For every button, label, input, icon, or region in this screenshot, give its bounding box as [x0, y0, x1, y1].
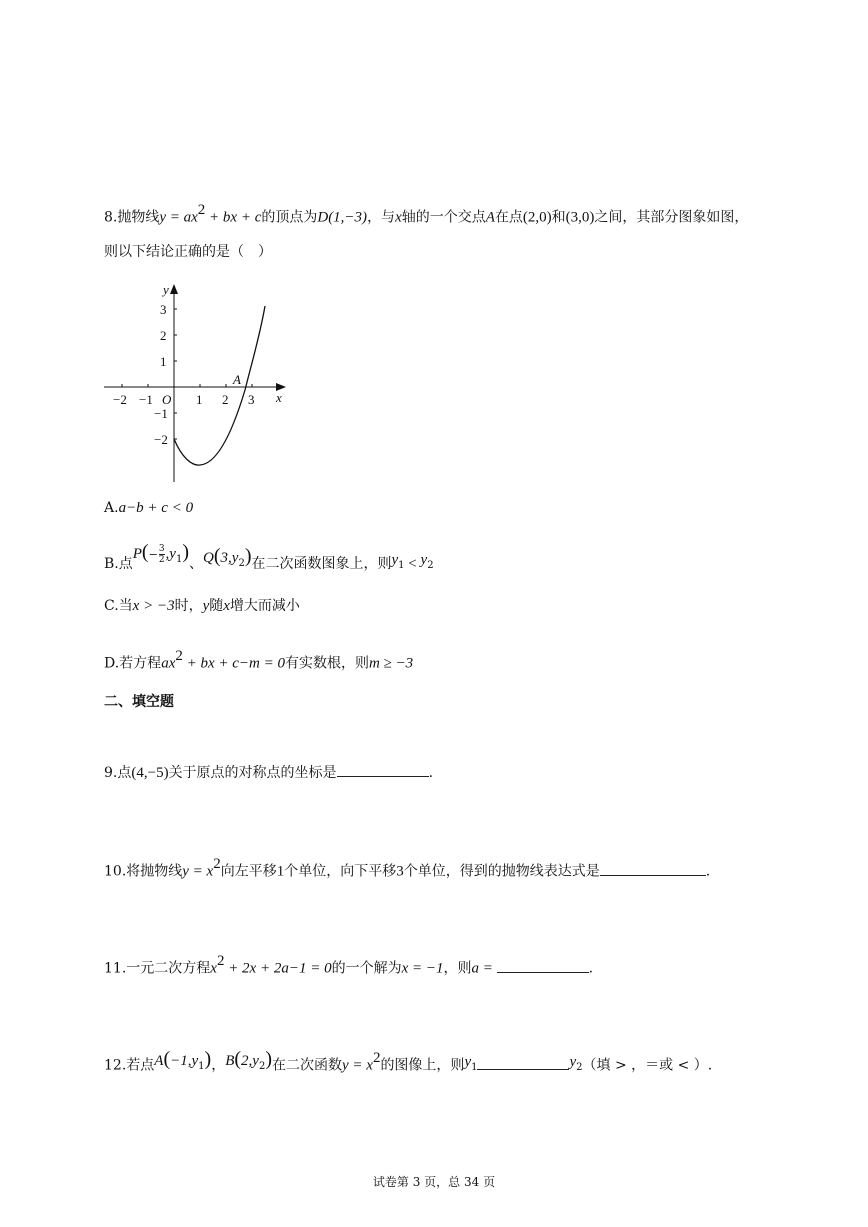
exponent: 2 [372, 1050, 381, 1066]
q8-option-d [104, 648, 413, 674]
option-expression: a−b + c < 0 [118, 500, 194, 516]
q12-text: 的图像上，则 [380, 1057, 465, 1074]
answer-blank[interactable] [477, 1055, 569, 1070]
var-x: x [223, 598, 230, 614]
x-tick-label: 2 [222, 392, 229, 407]
point-a: A [154, 1052, 164, 1069]
q10-text: 个单位，向下平移 [284, 863, 397, 880]
subscript: 2 [427, 559, 434, 571]
y-tick-label: 2 [160, 328, 167, 343]
separator: ， [211, 1057, 226, 1074]
q8-stem-line1 [104, 202, 748, 228]
option-letter: C.当 [104, 598, 133, 614]
q12-equation: y = x [342, 1057, 373, 1074]
var-y: y [464, 1053, 472, 1070]
q8-equation: y = ax [159, 209, 198, 226]
option-letter: D.若方程 [104, 655, 162, 672]
option-text: 增大而减小 [229, 598, 300, 614]
numerator: 3 [158, 543, 165, 554]
point-q: Q [203, 550, 214, 566]
paren: ( [163, 1047, 171, 1070]
q11-solution: x = −1 [401, 960, 444, 977]
paren: ( [234, 1047, 242, 1070]
q8-text: 轴的一个交点 [401, 209, 486, 226]
q12 [104, 1047, 713, 1081]
exponent: 2 [213, 856, 221, 872]
relation: < [404, 556, 421, 572]
var-y: y [202, 598, 210, 614]
point-a-label: A [233, 372, 241, 387]
q8-text: 的顶点为 [261, 209, 318, 226]
q9 [104, 762, 433, 783]
subscript: 2 [576, 1061, 583, 1073]
page-footer: 试卷第 3 页，总 34 页 [372, 1175, 496, 1189]
q8-var: x [395, 209, 402, 226]
section-heading: 二、填空题 [104, 694, 174, 710]
q11-text: ，则 [443, 960, 472, 977]
option-expression: m ≥ −3 [369, 655, 414, 672]
option-text: 有实数根，则 [285, 655, 369, 672]
q10-number: 10.将抛物线 [104, 863, 183, 880]
q10-number-value: 1 [276, 863, 285, 880]
option-text: 时， [174, 598, 203, 614]
coord: ,y [165, 546, 176, 562]
q12-text: 在二次函数 [272, 1057, 342, 1074]
y-axis-arrow [170, 284, 178, 294]
q12-number: 12.若点 [104, 1057, 155, 1074]
subscript: 2 [238, 557, 245, 569]
q10 [104, 856, 710, 882]
q8-point: (3,0) [565, 209, 595, 226]
q8-point: (2,0) [522, 209, 552, 226]
x-tick-label: −2 [113, 392, 127, 407]
q11-var: a = [471, 960, 497, 977]
paren: ) [244, 545, 252, 567]
answer-blank[interactable] [497, 958, 589, 973]
q10-equation: y = x [182, 863, 214, 880]
q11 [104, 953, 593, 979]
q8-var: A [485, 209, 495, 226]
coord: 3,y [220, 550, 239, 566]
q11-equation: + 2x + 2a−1 = 0 [224, 960, 332, 977]
option-text: 在二次函数图象上，则 [251, 556, 392, 572]
subscript: 1 [198, 1060, 205, 1072]
period: . [428, 765, 434, 781]
fraction [159, 544, 165, 565]
parabola-graph [100, 280, 300, 490]
q8-stem-line2: 则以下结论正确的是（ ） [104, 244, 272, 260]
q8-option-b [104, 541, 434, 580]
period: . [588, 960, 594, 977]
q8-vertex: D(1,−3) [317, 209, 368, 226]
subscript: 1 [471, 1061, 478, 1073]
paren: ) [182, 541, 190, 563]
answer-blank[interactable] [337, 762, 429, 777]
option-letter: A. [104, 500, 119, 516]
q10-number-value: 3 [396, 863, 404, 880]
paren: ( [213, 545, 221, 567]
coord: −1,y [170, 1052, 199, 1069]
y-tick-label: 1 [160, 354, 167, 369]
y-tick-label: −1 [154, 406, 168, 421]
option-expression: x > −3 [132, 598, 175, 614]
subscript: 1 [398, 559, 405, 571]
separator: 、 [189, 556, 204, 572]
q9-text: 关于原点的对称点的坐标是 [168, 765, 337, 781]
var-y: y [569, 1053, 577, 1070]
q8-text: 之间，其部分图象如图， [594, 209, 749, 226]
q11-text: 的一个解为 [331, 960, 402, 977]
q8-option-a [104, 498, 193, 518]
x-tick-label: 3 [248, 392, 255, 407]
paren: ) [204, 1047, 212, 1070]
q8-exponent: 2 [197, 202, 206, 218]
option-text: 随 [209, 598, 224, 614]
subscript: 2 [258, 1060, 266, 1072]
y-tick-label: 3 [160, 302, 167, 317]
q12-text: （填 > ，＝或 < ）. [582, 1057, 713, 1074]
q10-text: 向左平移 [220, 863, 277, 880]
q11-number: 11.一元二次方程 [104, 960, 211, 977]
paren: ) [265, 1047, 272, 1070]
period: . [705, 863, 711, 880]
option-letter: B.点 [104, 556, 133, 572]
var-y: y [420, 552, 428, 568]
q8-text: 在点 [494, 209, 523, 226]
point-p: P [132, 546, 142, 562]
q9-point: (4,−5) [131, 765, 169, 781]
option-expression: ax [161, 655, 176, 672]
option-expression: + bx + c−m = 0 [182, 655, 285, 672]
var-y: y [391, 552, 399, 568]
q8-equation-tail: + bx + c [205, 209, 262, 226]
q10-text: 个单位，得到的抛物线表达式是 [403, 863, 600, 880]
q8-text: ，与 [367, 209, 396, 226]
paren: ( [141, 541, 149, 563]
coord: 2,y [241, 1052, 259, 1069]
x-tick-label: 1 [196, 392, 203, 407]
x-tick-label: −1 [139, 392, 153, 407]
origin-label: O [162, 392, 172, 407]
point-b: B [225, 1052, 235, 1069]
parabola-curve [174, 306, 265, 465]
exponent: 2 [216, 953, 225, 969]
denominator: 2 [158, 554, 165, 565]
q8-text: 和 [551, 209, 566, 226]
minus-sign: − [148, 548, 158, 561]
q8-number: 8.抛物线 [104, 209, 160, 226]
y-axis-label: y [163, 282, 169, 297]
q8-option-c [104, 596, 300, 616]
exponent: 2 [175, 648, 183, 664]
y-tick-label: −2 [154, 432, 168, 447]
answer-blank[interactable] [600, 861, 706, 876]
q11-equation: x [210, 960, 217, 977]
subscript: 1 [175, 553, 183, 565]
q9-number: 9.点 [104, 765, 132, 781]
x-axis-label: x [276, 390, 282, 405]
